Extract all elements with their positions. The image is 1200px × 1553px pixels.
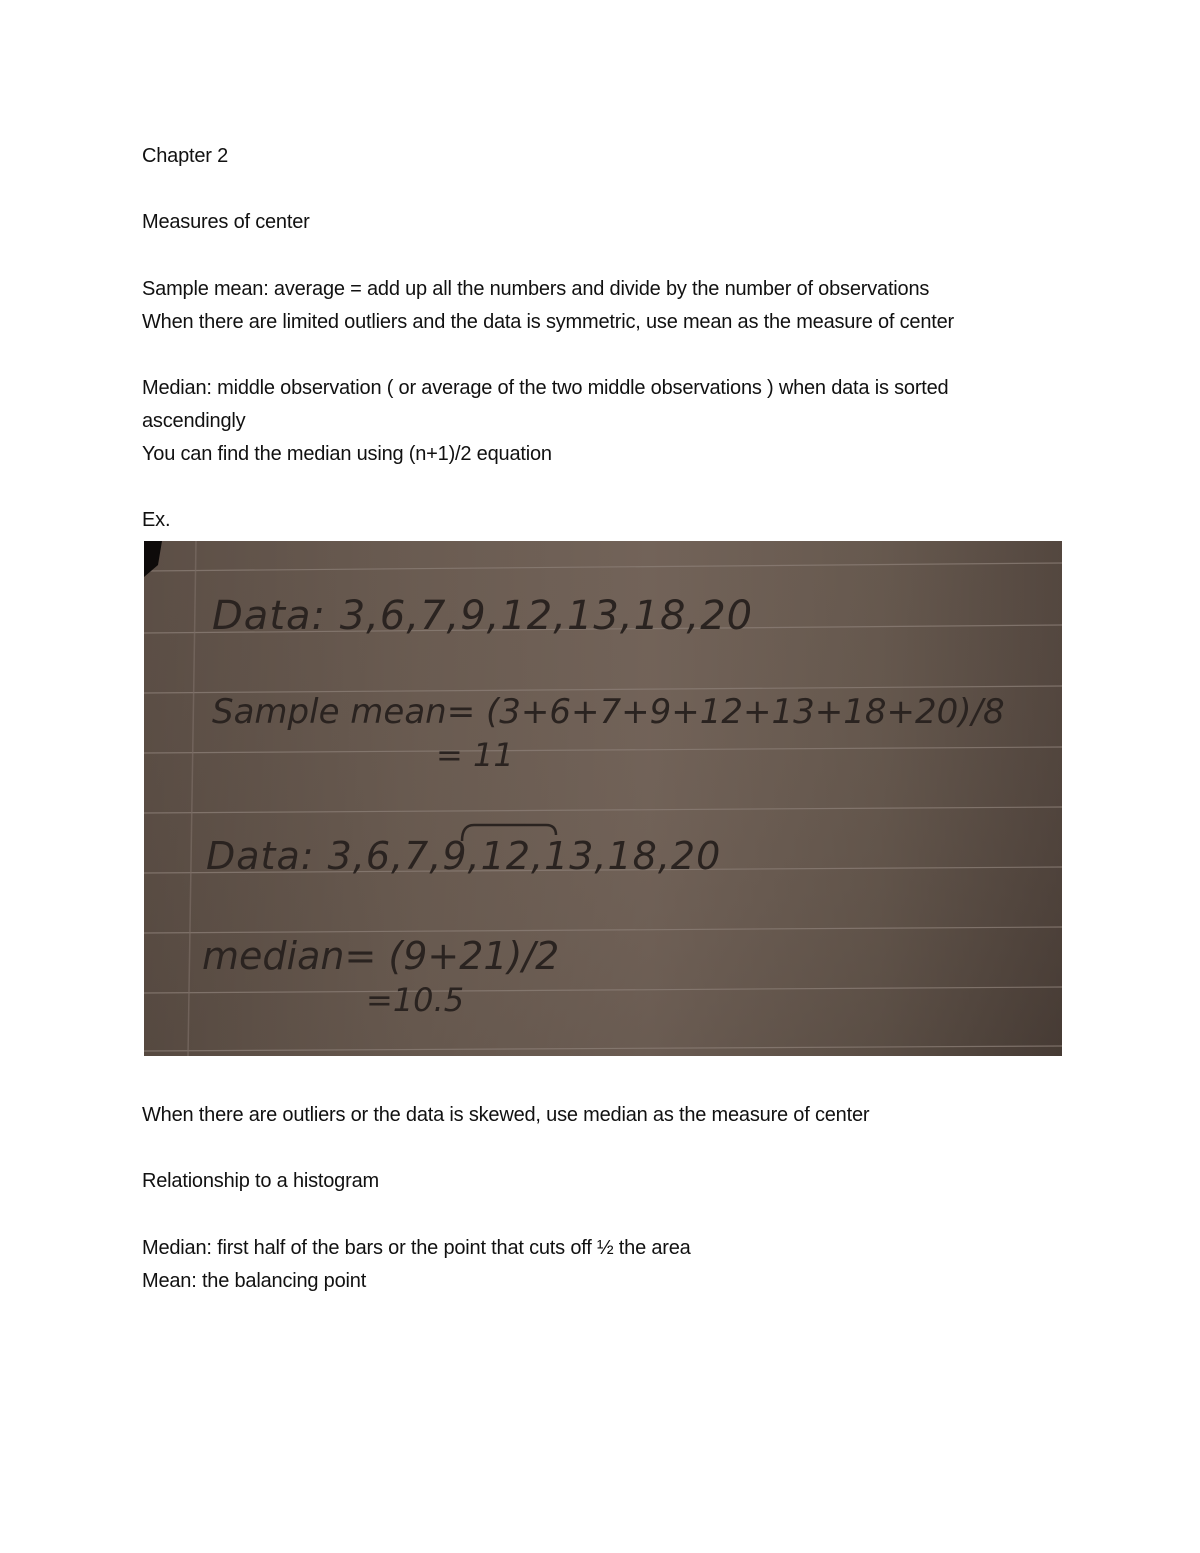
median-definition-line-2: ascendingly [142,410,246,432]
handwritten-example-photo [144,541,1062,1056]
handwritten-line-2: Sample mean= (3+6+7+9+12+13+18+20)/8 [212,692,1005,732]
chapter-title: Chapter 2 [142,145,229,167]
histogram-heading: Relationship to a histogram [142,1170,379,1192]
median-usage: When there are outliers or the data is skewed, use median as the measure of center [142,1104,870,1126]
median-formula: You can find the median using (n+1)/2 equation [142,443,552,465]
example-label: Ex. [142,509,171,531]
mean-histogram: Mean: the balancing point [142,1270,367,1292]
handwritten-line-5: median= (9+21)/2 [202,934,560,978]
handwritten-line-6: =10.5 [366,981,465,1019]
mean-usage: When there are limited outliers and the data is symmetric, use mean as the measure of center [142,311,954,333]
median-histogram: Median: first half of the bars or the point that cuts off ½ the area [142,1237,691,1259]
handwritten-line-3: = 11 [436,736,514,774]
section-heading: Measures of center [142,211,310,233]
mean-definition: Sample mean: average = add up all the numbers and divide by the number of observations [142,278,930,300]
median-definition-line-1: Median: middle observation ( or average of the two middle observations ) when data is sorted [142,377,949,399]
handwritten-line-1: Data: 3,6,7,9,12,13,18,20 [212,593,754,639]
handwritten-line-4: Data: 3,6,7,9,12,13,18,20 [206,834,722,878]
